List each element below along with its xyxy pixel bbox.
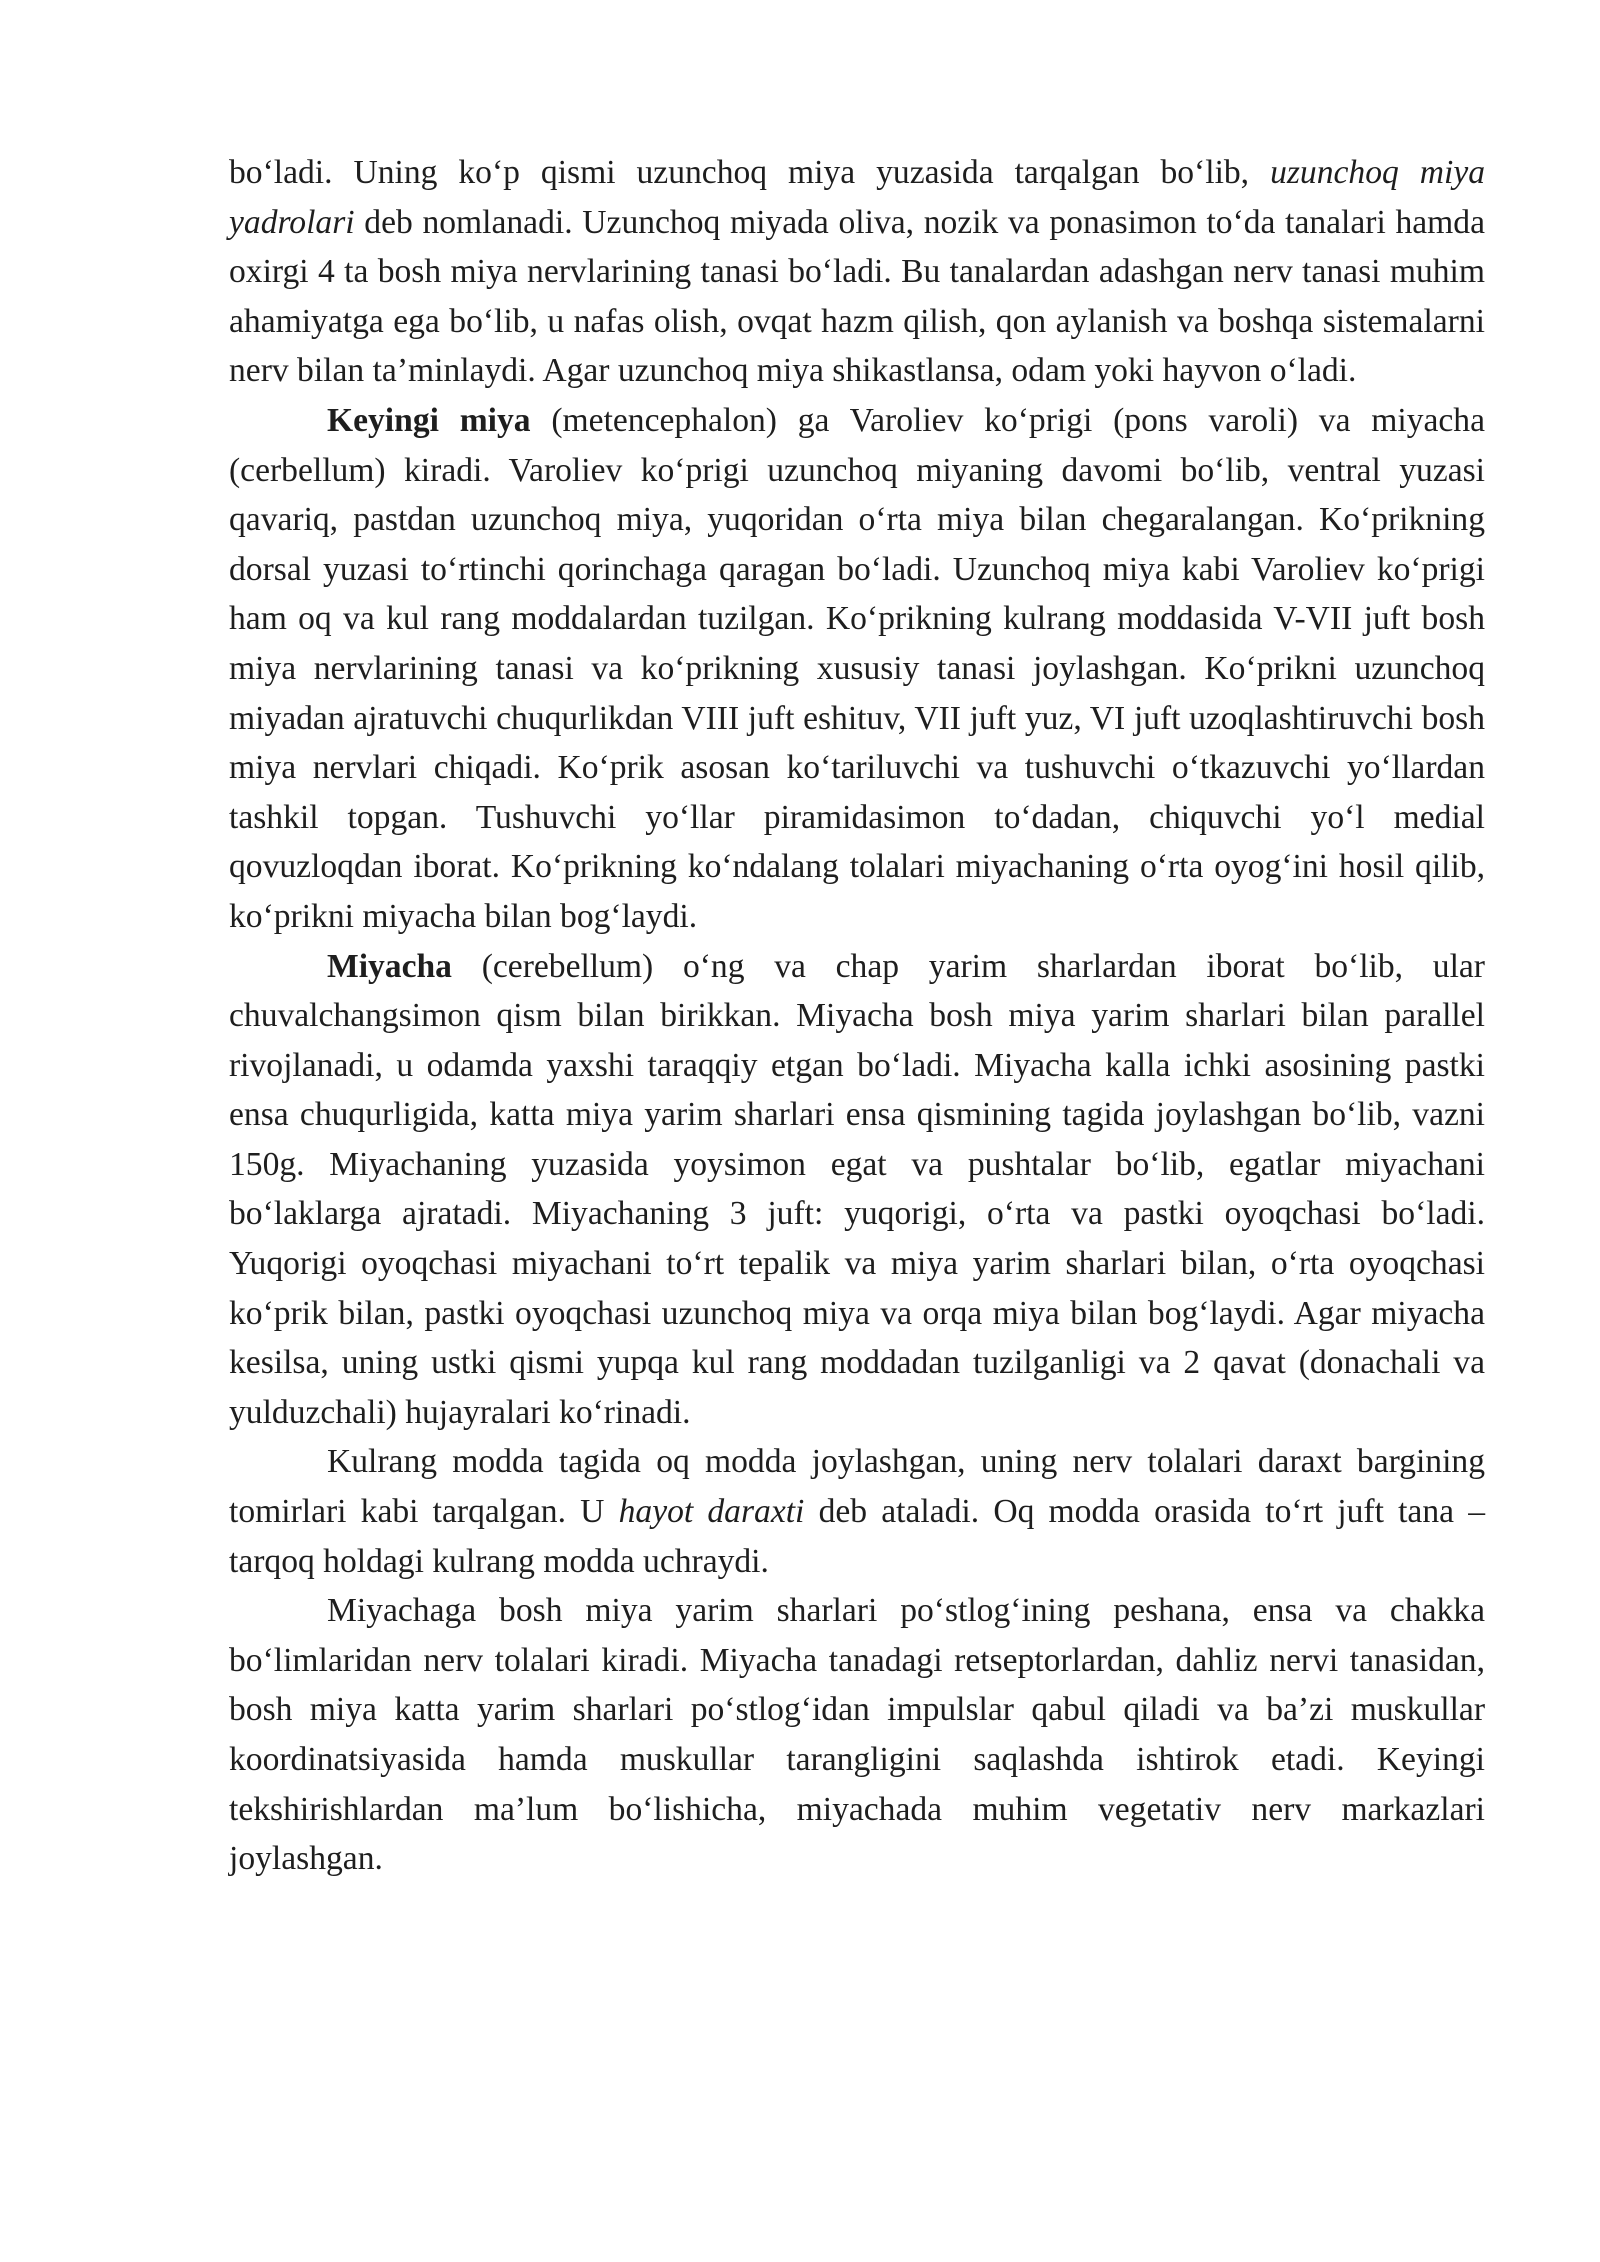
italic-term: uzunchoq miya yadrolari	[229, 154, 1486, 241]
paragraph-cerebellum	[229, 942, 1485, 1438]
bold-term: Miyacha	[327, 947, 452, 985]
paragraph-cerebellum-connections	[229, 1586, 1485, 1884]
text-run: bo‘ladi. Uning ko‘p qismi uzunchoq miya yuzasida tarqalgan bo‘lib,	[229, 154, 1271, 191]
italic-term: hayot daraxti	[618, 1493, 805, 1531]
text-run: (metencephalon) ga Varoliev ko‘prigi (pons varoli) va miyacha (cerbellum) kiradi. Varoliev ko‘prigi uzunchoq miyaning davomi bo‘lib, ventral yuzasi qavariq, pastdan uzunchoq miya, yuqoridan o‘rta miya bilan chegaralangan. Ko‘prikning dorsal yuzasi to‘rtinchi qorinchaga qaragan bo‘ladi. Uzunchoq miya kabi Varoliev ko‘prigi ham oq va kul rang moddalardan tuzilgan. Ko‘prikning kulrang moddasida V-VII juft bosh miya nervlarining tanasi va ko‘prikning xususiy tanasi joylashgan. Ko‘prikni uzunchoq miyadan ajratuvchi chuqurlikdan VIII juft eshituv, VII juft yuz, VI juft uzoqlashtiruvchi bosh miya nervlari chiqadi. Ko‘prik asosan ko‘tariluvchi va tushuvchi o‘tkazuvchi yo‘llardan tashkil topgan. Tushuvchi yo‘llar piramidasimon to‘dadan, chiquvchi yo‘l medial qovuzloqdan iborat. Ko‘prikning ko‘ndalang tolalari miyachaning o‘rta oyog‘ini hosil qilib, ko‘prikni miyacha bilan bog‘laydi.	[229, 401, 1485, 935]
text-run: Miyachaga bosh miya yarim sharlari po‘stlog‘ining peshana, ensa va chakka bo‘limlaridan nerv tolalari kiradi. Miyacha tanadagi retseptorlardan, dahliz nervi tanasidan, bosh miya katta yarim sharlari po‘stlog‘idan impulslar qabul qiladi va ba’zi muskullar koordinatsiyasida hamda muskullar tarangligini saqlashda ishtirok etadi. Keyingi tekshirishlardan ma’lum bo‘lishicha, miyachada muhim vegetativ nerv markazlari joylashgan.	[229, 1592, 1485, 1878]
text-run: deb nomlanadi. Uzunchoq miyada oliva, nozik va ponasimon to‘da tanalari hamda oxirgi 4 ta bosh miya nervlarining tanasi bo‘ladi. Bu tanalardan adashgan nerv tanasi muhim ahamiyatga ega bo‘lib, u nafas olish, ovqat hazm qilish, qon aylanish va boshqa sistemalarni nerv bilan ta’minlaydi. Agar uzunchoq miya shikastlansa, odam yoki hayvon o‘ladi.	[229, 203, 1485, 390]
paragraph-white-matter	[229, 1437, 1485, 1586]
text-run: (cerebellum) o‘ng va chap yarim sharlardan iborat bo‘lib, ular chuvalchangsimon qism bilan birikkan. Miyacha bosh miya yarim sharlari bilan parallel rivojlanadi, u odamda yaxshi taraqqiy etgan bo‘ladi. Miyacha kalla ichki asosining pastki ensa chuqurligida, katta miya yarim sharlari ensa qismining tagida joylashgan bo‘lib, vazni 150g. Miyachaning yuzasida yoysimon egat va pushtalar bo‘lib, egatlar miyachani bo‘laklarga ajratadi. Miyachaning 3 juft: yuqorigi, o‘rta va pastki oyoqchasi bo‘ladi. Yuqorigi oyoqchasi miyachani to‘rt tepalik va miya yarim sharlari bilan, o‘rta oyoqchasi ko‘prik bilan, pastki oyoqchasi uzunchoq miya va orqa miya bilan bog‘laydi. Agar miyacha kesilsa, uning ustki qismi yupqa kul rang moddadan tuzilganligi va 2 qavat (donachali va yulduzchali) hujayralari ko‘rinadi.	[229, 947, 1485, 1431]
bold-term: Keyingi miya	[327, 401, 531, 439]
paragraph-medulla-oblongata	[229, 148, 1485, 396]
document-page	[229, 148, 1485, 1884]
paragraph-metencephalon	[229, 396, 1485, 942]
text-run: deb ataladi. Oq modda orasida to‘rt juft tana – tarqoq holdagi kulrang modda uchraydi.	[229, 1493, 1485, 1580]
text-run: Kulrang modda tagida oq modda joylashgan, uning nerv tolalari daraxt bargining tomirlari kabi tarqalgan. U	[229, 1443, 1485, 1531]
